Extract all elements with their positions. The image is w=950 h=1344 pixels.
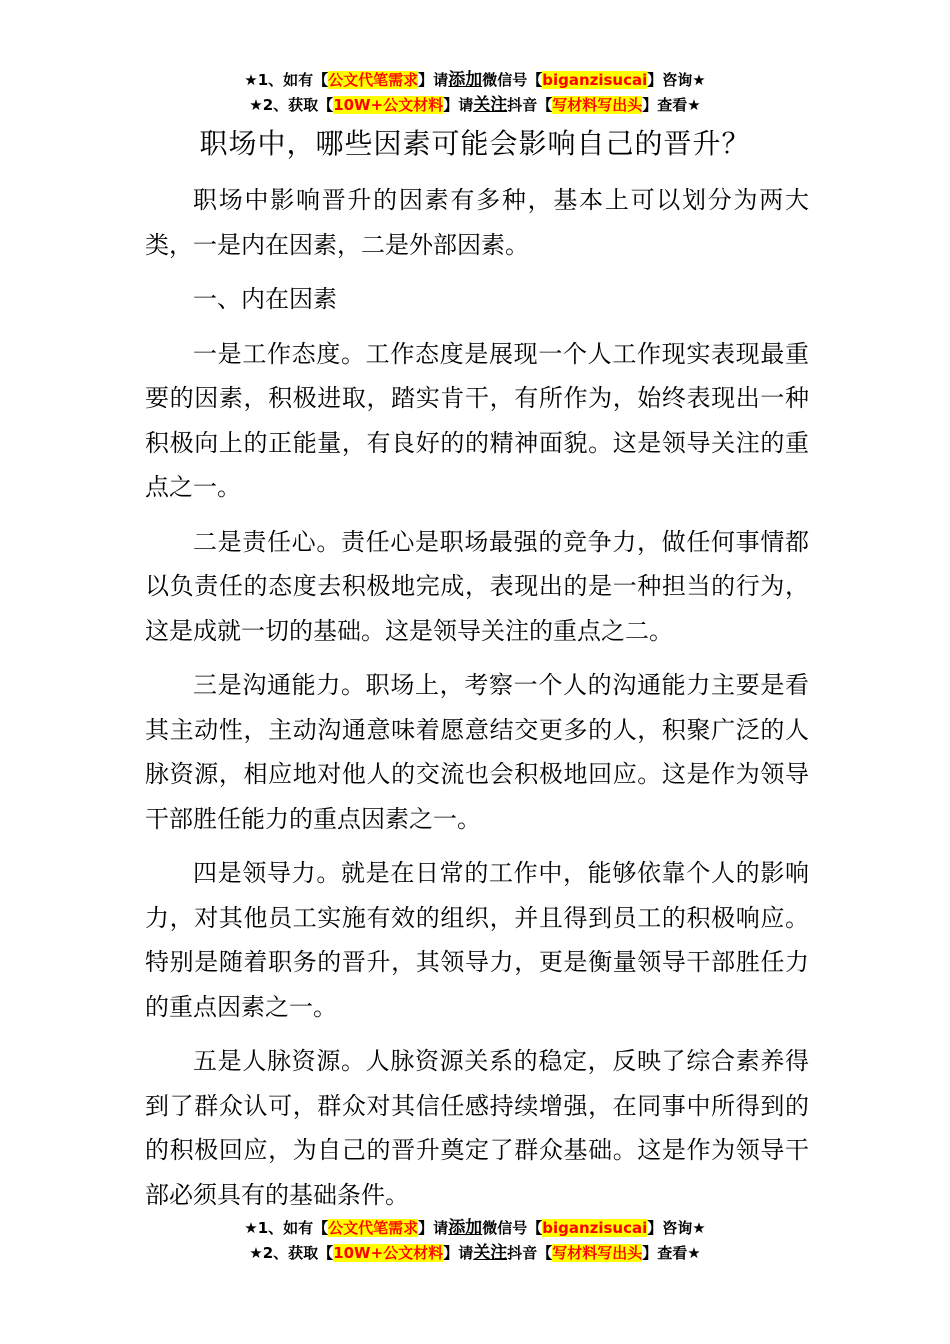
paragraph-attitude: 一是工作态度。工作态度是展现一个人工作现实表现最重要的因素，积极进取，踏实肯干，有所作为，始终表现出一种积极向上的正能量，有良好的的精神面貌。这是领导关注的重点之一。 — [145, 339, 809, 501]
highlight-wechat-id: biganzisucai — [542, 1219, 648, 1237]
banner-text: 】查看★ — [642, 1244, 701, 1262]
banner-line-2 — [0, 93, 950, 118]
banner-text: 】咨询★ — [647, 71, 706, 89]
banner-text: 微信号【 — [482, 71, 543, 89]
banner-text: 】请 — [418, 71, 449, 89]
banner-emphasis: 关注 — [473, 95, 508, 115]
highlight-service: 公文代笔需求 — [328, 1219, 419, 1237]
highlight-materials: 10W+公文材料 — [333, 96, 444, 114]
banner-text: ★2、获取【 — [249, 1244, 334, 1262]
footer-banner — [0, 1216, 950, 1266]
paragraph-network: 五是人脉资源。人脉资源关系的稳定，反映了综合素养得到了群众认可，群众对其信任感持续增强，在同事中所得到的的积极回应，为自己的晋升奠定了群众基础。这是作为领导干部必须具有的基础条件。 — [145, 1047, 809, 1209]
banner-text: ★2、获取【 — [249, 96, 334, 114]
paragraph-leadership: 四是领导力。就是在日常的工作中，能够依靠个人的影响力，对其他员工实施有效的组织，并且得到员工的积极响应。特别是随着职务的晋升，其领导力，更是衡量领导干部胜任力的重点因素之一。 — [145, 859, 809, 1021]
banner-emphasis: 关注 — [473, 1243, 508, 1263]
banner-line-2 — [0, 1241, 950, 1266]
banner-text: 】请 — [418, 1219, 449, 1237]
header-banner — [0, 68, 950, 118]
paragraph-communication: 三是沟通能力。职场上，考察一个人的沟通能力主要是看其主动性，主动沟通意味着愿意结交更多的人，积聚广泛的人脉资源，相应地对他人的交流也会积极地回应。这是作为领导干部胜任能力的重点因素之一。 — [145, 671, 809, 833]
banner-text: 抖音【 — [507, 1244, 553, 1262]
highlight-service: 公文代笔需求 — [328, 71, 419, 89]
banner-text: 微信号【 — [482, 1219, 543, 1237]
banner-text: ★1、如有【 — [244, 71, 329, 89]
banner-line-1 — [0, 1216, 950, 1241]
banner-text: 】请 — [443, 96, 474, 114]
highlight-wechat-id: biganzisucai — [542, 71, 648, 89]
paragraph-responsibility: 二是责任心。责任心是职场最强的竞争力，做任何事情都以负责任的态度去积极地完成，表现出的是一种担当的行为，这是成就一切的基础。这是领导关注的重点之二。 — [145, 527, 809, 645]
banner-line-1 — [0, 68, 950, 93]
highlight-douyin: 写材料写出头 — [552, 96, 643, 114]
highlight-materials: 10W+公文材料 — [333, 1244, 444, 1262]
article-body — [145, 178, 809, 1227]
page-title: 职场中，哪些因素可能会影响自己的晋升？ — [199, 127, 751, 160]
banner-text: 抖音【 — [507, 96, 553, 114]
banner-emphasis: 添加 — [448, 1218, 483, 1238]
paragraph-intro: 职场中影响晋升的因素有多种，基本上可以划分为两大类，一是内在因素，二是外部因素。 — [145, 186, 809, 259]
banner-text: 】咨询★ — [647, 1219, 706, 1237]
banner-text: 】请 — [443, 1244, 474, 1262]
banner-text: 】查看★ — [642, 96, 701, 114]
banner-text: ★1、如有【 — [244, 1219, 329, 1237]
section-heading: 一、内在因素 — [193, 285, 337, 313]
highlight-douyin: 写材料写出头 — [552, 1244, 643, 1262]
banner-emphasis: 添加 — [448, 70, 483, 90]
